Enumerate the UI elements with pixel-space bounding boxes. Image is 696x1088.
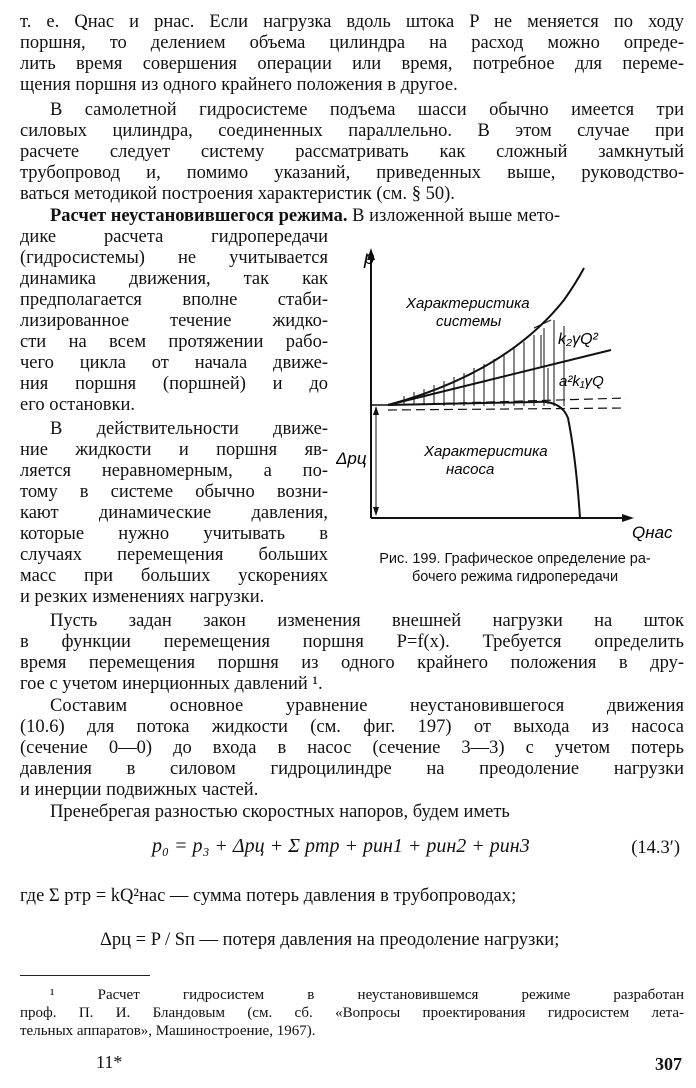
text-line: и инерции подвижных частей. [20,780,259,800]
system-label-1: Характеристика [406,295,530,312]
pump-label-1: Характеристика [424,443,548,460]
text-line: силовых цилиндра, соединенных параллельно. В этом случае при [20,121,684,141]
text-line: В самолетной гидросистеме подъема шасси обычно имеется три [50,100,684,120]
y-axis-label: p [364,248,375,269]
text-line: Пусть задан закон изменения внешней нагрузки на шток [50,611,684,631]
text-line: случаях перемещения больших [20,545,328,565]
text-line: его остановки. [20,395,136,415]
figure-199 [336,238,686,550]
figure-caption-line: бочего режима гидропередачи [411,569,619,585]
k2-label: k₂γQ² [558,331,598,348]
text-line: (гидросистемы) не учитывается [20,248,328,268]
arrowhead [373,406,379,415]
text-line: кают динамические давления, [20,503,328,523]
leader [534,320,551,328]
section-heading: Расчет неустановившегося режима. [50,206,348,226]
text-line: сти на всем протяжении рабо- [20,332,328,352]
text-line: расчете следует систему рассматривать как сложный замкнутый [20,142,684,162]
text-line: тому в системе обычно возни- [20,482,328,502]
a2-label: a²k₁γQ [559,373,604,390]
pump-label-2: насоса [446,461,495,478]
text-line: ния поршня (поршней) и до [20,374,328,394]
section-heading-line [20,206,684,227]
text-line: чего цикла от начала движе- [20,353,328,373]
arrowhead [373,507,379,516]
text-line: ние жидкости и поршня яв- [20,440,328,460]
text-line: Составим основное уравнение неустановившегося движения [50,696,684,716]
text-line: щения поршня из одного крайнего положения в другое. [20,75,458,95]
text-line: лить время совершения операции или время, потребное для переме- [20,54,684,74]
text-line: (10.6) для потока жидкости (см. фиг. 197) от выхода из насоса [20,717,684,737]
x-axis-label: Qнас [632,523,673,542]
text-line: и резких изменениях нагрузки. [20,587,265,607]
signature-mark: 11* [96,1052,123,1072]
dp-label: Δpц [336,449,367,468]
text-line: ляется неравномерным, а по- [20,461,328,481]
text-line: давления в силовом гидроцилиндре на преодоление нагрузки [20,759,684,779]
footnote-line: тельных аппаратов», Машиностроение, 1967). [20,1023,316,1039]
page-number: 307 [655,1054,682,1074]
text-line: динамика движения, так как [20,269,328,289]
text-line: лизированное течение жидко- [20,311,328,331]
system-curve [388,268,584,405]
text-line: время перемещения поршня из одного крайнего положения в дру- [20,653,684,673]
text-line: дике расчета гидропередачи [20,227,328,247]
dashed-line [388,408,626,410]
text-fragment: В изложенной выше мето- [352,206,561,226]
x-axis-arrow [622,514,634,522]
text-line: предполагается вполне стаби- [20,290,328,310]
text-line: которые нужно учитывать в [20,524,328,544]
text-line: поршня, то делением объема цилиндра на расход можно опреде- [20,33,684,53]
equation: p₀ = p₃ + Δpц + Σ pтр + pин1 + pин2 + pин3 [152,835,530,857]
footnote-line: ¹ Расчет гидросистем в неустановившемся режиме разработан [50,987,684,1003]
text-line: т. е. Qнас и pнас. Если нагрузка вдоль штока P не меняется по ходу [20,12,684,32]
figure-caption-line: Рис. 199. Графическое определение ра- [379,551,651,567]
text-line: гое с учетом инерционных давлений ¹. [20,674,323,694]
text-line: масс при больших ускорениях [20,566,328,586]
where-line: где Σ pтр = kQ²нас — сумма потерь давления в трубопроводах; [20,886,517,906]
footnote-line: проф. П. И. Бландовым (см. сб. «Вопросы проектирования гидросистем лета- [20,1005,684,1021]
text-line: в функции перемещения поршня P=f(x). Требуется определить [20,632,684,652]
system-label-2: системы [436,313,502,330]
footnote-rule [20,975,150,976]
equation-number: (14.3′) [631,838,680,858]
text-line: трубопровод и, помимо указаний, приведенных выше, руководство- [20,163,684,183]
text-line: Пренебрегая разностью скоростных напоров, будем иметь [50,802,510,822]
where-line: Δpц = P / Sп — потеря давления на преодоление нагрузки; [100,930,560,950]
text-line: (сечение 0—0) до входа в насос (сечение 3—3) с учетом потерь [20,738,684,758]
text-line: ваться методикой построения характеристик (см. § 50). [20,184,455,204]
text-line: В действительности движе- [50,419,328,439]
